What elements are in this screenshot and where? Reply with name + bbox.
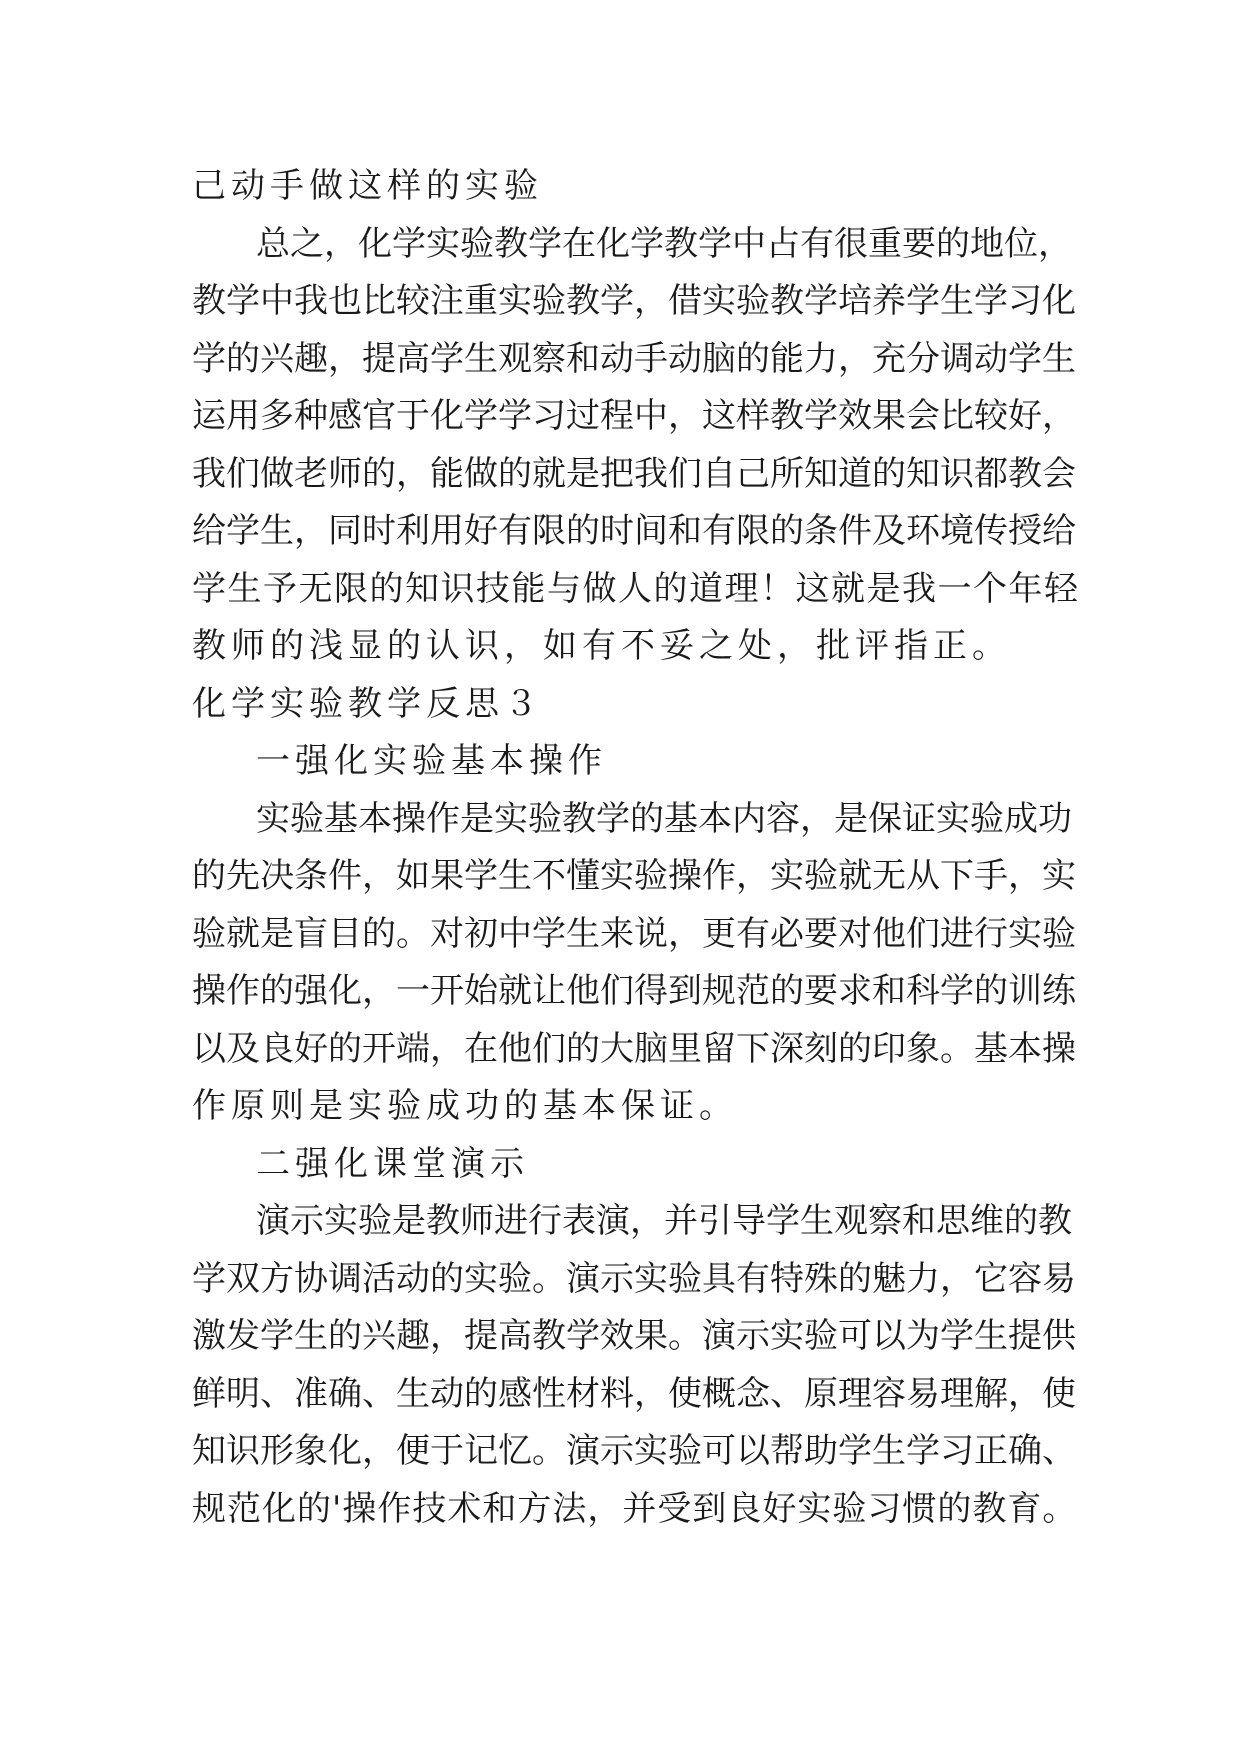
text-line: 学双方协调活动的实验。演示实验具有特殊的魅力，它容易 xyxy=(192,1258,1076,1299)
text-line: 操作的强化，一开始就让他们得到规范的要求和科学的训练 xyxy=(192,971,1076,1011)
text-line: 学生予无限的知识技能与做人的道理！这就是我一个年轻 xyxy=(192,568,1080,609)
text-line: 鲜明、准确、生动的感性材料，使概念、原理容易理解，使 xyxy=(192,1373,1076,1414)
text-line: 教学中我也比较注重实验教学，借实验教学培养学生学习化 xyxy=(192,281,1076,321)
text-line: 的先决条件，如果学生不懂实验操作，实验就无从下手，实 xyxy=(192,856,1076,896)
text-line: 规范化的'操作技术和方法，并受到良好实验习惯的教育。 xyxy=(192,1488,1078,1529)
text-line: 总之，化学实验教学在化学教学中占有很重要的地位， xyxy=(256,223,1072,264)
text-line: 运用多种感官于化学学习过程中，这样教学效果会比较好， xyxy=(192,396,1076,436)
text-line: 二强化课堂演示 xyxy=(256,1143,529,1184)
text-line: 教师的浅显的认识，如有不妥之处，批评指正。 xyxy=(192,626,1011,666)
text-line: 学的兴趣，提高学生观察和动手动脑的能力，充分调动学生 xyxy=(192,338,1076,379)
text-line: 验就是盲目的。对初中学生来说，更有必要对他们进行实验 xyxy=(192,913,1076,954)
text-line: 演示实验是教师进行表演，并引导学生观察和思维的教 xyxy=(256,1201,1072,1241)
text-line: 我们做老师的，能做的就是把我们自己所知道的知识都教会 xyxy=(192,453,1076,494)
text-line: 激发学生的兴趣，提高教学效果。演示实验可以为学生提供 xyxy=(192,1316,1076,1356)
text-line: 以及良好的开端，在他们的大脑里留下深刻的印象。基本操 xyxy=(192,1028,1076,1069)
text-line: 一强化实验基本操作 xyxy=(256,741,607,781)
document-page xyxy=(192,158,1082,1538)
text-line: 作原则是实验成功的基本保证。 xyxy=(192,1086,738,1126)
text-line: 己动手做这样的实验 xyxy=(192,166,543,206)
text-line: 给学生，同时利用好有限的时间和有限的条件及环境传授给 xyxy=(192,511,1076,551)
text-line: 知识形象化，便于记忆。演示实验可以帮助学生学习正确、 xyxy=(192,1431,1076,1471)
text-line: 化学实验教学反思３ xyxy=(192,683,543,724)
text-line: 实验基本操作是实验教学的基本内容，是保证实验成功 xyxy=(256,798,1072,839)
